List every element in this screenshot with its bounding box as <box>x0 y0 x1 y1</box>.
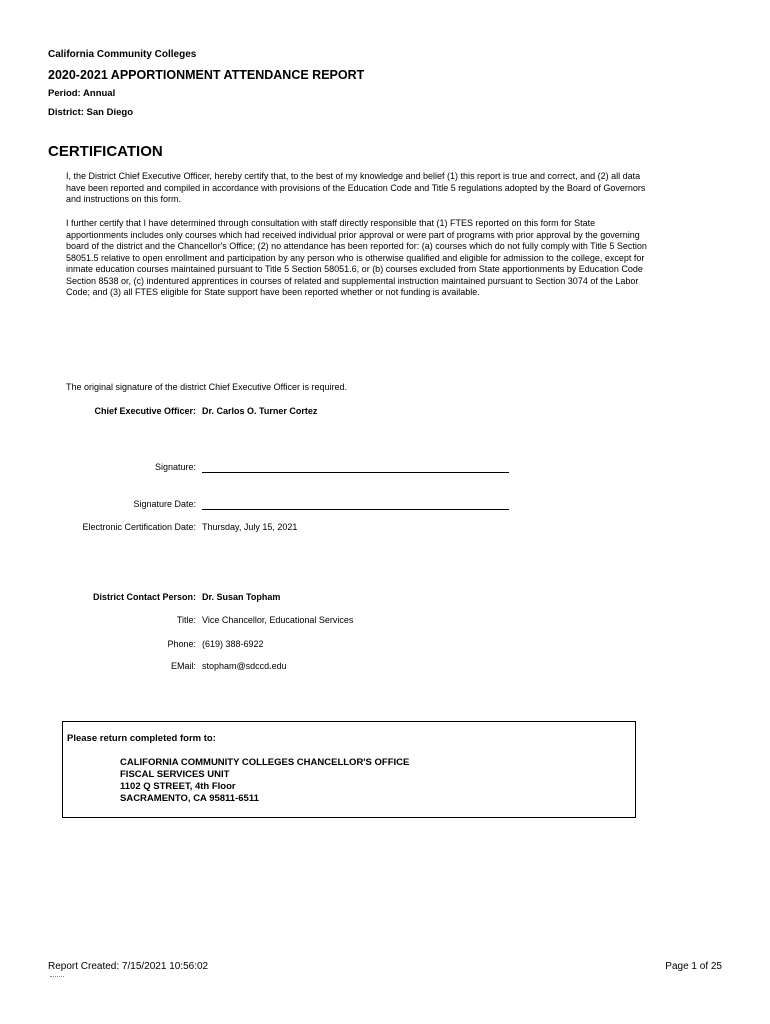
period-label: Period: <box>48 88 81 99</box>
signature-label: Signature: <box>154 462 196 472</box>
return-address-line-3: 1102 Q STREET, 4th Floor <box>120 781 236 792</box>
district-label: District: <box>48 107 84 118</box>
contact-phone-value: (619) 388-6922 <box>202 639 264 649</box>
contact-person-label: District Contact Person: <box>92 592 196 602</box>
return-box-heading: Please return completed form to: <box>67 733 216 744</box>
contact-email-value: stopham@sdccd.edu <box>202 661 287 671</box>
return-address-box <box>62 721 636 818</box>
contact-person-value: Dr. Susan Topham <box>202 592 281 602</box>
certification-paragraph-2: I further certify that I have determined through consultation with staff directly responsible that (1) FTES reported on this form for State apportionments includes only courses which had received individual prior approval or were part of programs with prior approval by the governing board of the district and the Chancellor's Office; (2) no attendance has been reported for: (a) courses which do not fully comply with Title 5 Section 58051.5 relative to open enrollment and participation by any person who is otherwise qualified and eligible for admission to the college, except for inmate education courses maintained pursuant to Title 5 Section 58051.6, or (b) courses excluded from State apportionments by Education Code Section 8538 or, (c) indentured apprentices in courses of related and supplemental instruction maintained pursuant to Section 3074 of the Labor Code; and (3) all FTES eligible for State support have been reported whether or not funding is available. <box>66 218 647 297</box>
contact-phone-label: Phone: <box>167 639 196 649</box>
footer-mark <box>50 976 64 979</box>
organization-name: California Community Colleges <box>48 49 197 60</box>
signature-date-line[interactable] <box>202 509 509 510</box>
return-address-line-4: SACRAMENTO, CA 95811-6511 <box>120 793 259 804</box>
ecert-value: Thursday, July 15, 2021 <box>202 522 298 532</box>
ceo-label: Chief Executive Officer: <box>94 406 196 416</box>
period-value: Annual <box>83 88 116 99</box>
ecert-label: Electronic Certification Date: <box>82 522 196 532</box>
return-address-line-2: FISCAL SERVICES UNIT <box>120 769 230 780</box>
district-value: San Diego <box>86 107 133 118</box>
contact-email-label: EMail: <box>170 661 196 671</box>
signature-required-note: The original signature of the district Chief Executive Officer is required. <box>66 382 347 392</box>
report-created: Report Created: 7/15/2021 10:56:02 <box>48 961 209 972</box>
signature-date-label: Signature Date: <box>133 499 196 509</box>
contact-title-label: Title: <box>176 615 196 625</box>
page-number: Page 1 of 25 <box>665 961 722 972</box>
certification-heading: CERTIFICATION <box>48 143 163 160</box>
ceo-name: Dr. Carlos O. Turner Cortez <box>202 406 318 416</box>
contact-title-value: Vice Chancellor, Educational Services <box>202 615 354 625</box>
certification-paragraph-1: I, the District Chief Executive Officer, hereby certify that, to the best of my knowledge and belief (1) this report is true and correct, and (2) all data have been reported and compiled in accordance with provisions of the Education Code and Title 5 regulations adopted by the Board of Governors and instructions on this form. <box>66 171 646 204</box>
signature-line[interactable] <box>202 472 509 473</box>
period-row <box>48 88 115 99</box>
return-address-line-1: CALIFORNIA COMMUNITY COLLEGES CHANCELLOR'S OFFICE <box>120 757 410 768</box>
report-title: 2020-2021 APPORTIONMENT ATTENDANCE REPORT <box>48 68 365 82</box>
district-row <box>48 107 133 118</box>
